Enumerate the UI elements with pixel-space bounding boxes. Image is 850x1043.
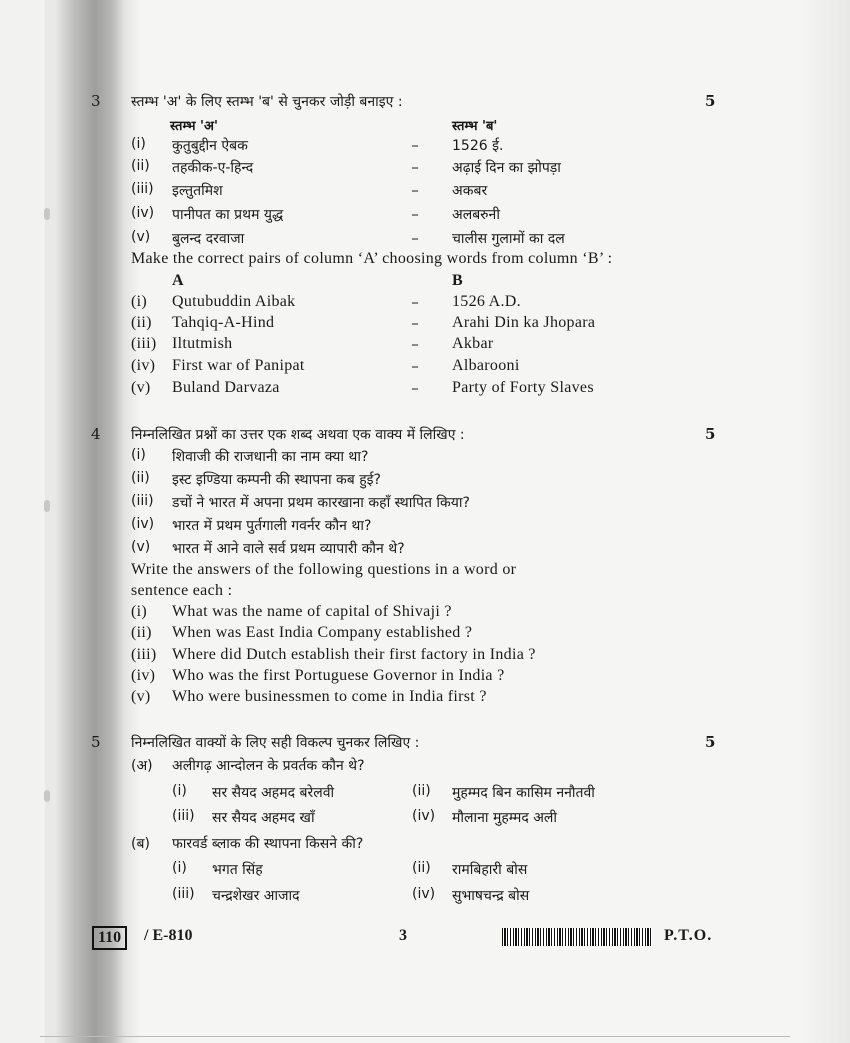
- dash: –: [411, 205, 419, 223]
- column-b-header-hindi: स्तम्भ 'ब': [452, 119, 498, 134]
- item-number: (iv): [131, 516, 155, 532]
- column-a-item: Qutubuddin Aibak: [172, 293, 296, 310]
- option-number: (ii): [412, 783, 431, 799]
- row-number: (ii): [131, 158, 150, 174]
- option-text: मुहम्मद बिन कासिम ननौतवी: [452, 785, 595, 801]
- column-b-item: अढ़ाई दिन का झोपड़ा: [452, 160, 561, 176]
- column-a-item: बुलन्द दरवाजा: [172, 231, 245, 247]
- question-marks: 5: [705, 733, 716, 751]
- question-number: 3: [91, 92, 101, 110]
- dash: –: [411, 229, 419, 247]
- item-text: Where did Dutch establish their first factory in India ?: [172, 646, 536, 663]
- page-footer: [92, 926, 730, 950]
- column-a-item: First war of Panipat: [172, 357, 305, 374]
- option-text: रामबिहारी बोस: [452, 862, 528, 878]
- item-number: (iv): [131, 667, 156, 684]
- dash: –: [411, 181, 419, 199]
- item-text: What was the name of capital of Shivaji ?: [172, 603, 452, 620]
- column-b-item: अलबरुनी: [452, 207, 500, 223]
- row-number: (iii): [131, 335, 157, 352]
- item-text: भारत में प्रथम पुर्तगाली गवर्नर कौन था?: [172, 518, 372, 534]
- row-number: (iv): [131, 357, 156, 374]
- item-number: (ii): [131, 470, 150, 486]
- row-number: (v): [131, 379, 151, 396]
- binding-hole: [44, 208, 50, 220]
- dash: –: [411, 293, 419, 311]
- option-text: भगत सिंह: [212, 862, 263, 878]
- column-a-item: पानीपत का प्रथम युद्ध: [172, 207, 284, 223]
- barcode-icon: [502, 928, 652, 946]
- option-number: (i): [172, 783, 187, 799]
- item-number: (i): [131, 603, 148, 620]
- sub-question-label: (अ): [131, 758, 153, 774]
- dash: –: [411, 158, 419, 176]
- row-number: (ii): [131, 314, 152, 331]
- row-number: (iv): [131, 205, 155, 221]
- column-b-item: अकबर: [452, 183, 488, 199]
- question-number: 5: [91, 733, 101, 751]
- column-a-item: Buland Darvaza: [172, 379, 280, 396]
- column-b-item: Akbar: [452, 335, 494, 352]
- item-number: (v): [131, 539, 151, 555]
- dash: –: [411, 136, 419, 154]
- option-number: (iv): [412, 808, 436, 824]
- dash: –: [411, 335, 419, 353]
- paper-code: / E-810: [144, 927, 193, 944]
- dash: –: [411, 314, 419, 332]
- page-edge: [40, 1036, 790, 1037]
- option-text: चन्द्रशेखर आजाद: [212, 888, 300, 904]
- item-number: (i): [131, 447, 146, 463]
- row-number: (i): [131, 293, 148, 310]
- column-b-item: Party of Forty Slaves: [452, 379, 594, 396]
- column-a-item: कुतुबुद्दीन ऐबक: [172, 138, 248, 154]
- item-number: (ii): [131, 624, 152, 641]
- binding-hole: [44, 790, 50, 802]
- sub-question-text: अलीगढ़ आन्दोलन के प्रवर्तक कौन थे?: [172, 758, 365, 774]
- option-number: (iii): [172, 886, 195, 902]
- question-marks: 5: [705, 425, 716, 443]
- column-a-item: Iltutmish: [172, 335, 233, 352]
- item-text: इस्ट इण्डिया कम्पनी की स्थापना कब हुई?: [172, 472, 381, 488]
- column-a-header: A: [172, 272, 184, 289]
- item-text: भारत में आने वाले सर्व प्रथम व्यापारी कौन थे?: [172, 541, 405, 557]
- column-b-item: Arahi Din ka Jhopara: [452, 314, 596, 331]
- item-number: (v): [131, 688, 151, 705]
- column-b-item: Albarooni: [452, 357, 520, 374]
- column-b-item: 1526 ई.: [452, 138, 504, 154]
- column-a-item: इल्तुतमिश: [172, 183, 223, 199]
- column-a-item: तहकीक-ए-हिन्द: [172, 160, 254, 176]
- question-title-english: Make the correct pairs of column ‘A’ choosing words from column ‘B’ :: [131, 250, 613, 267]
- question-title-hindi: स्तम्भ 'अ' के लिए स्तम्भ 'ब' से चुनकर जोड़ी बनाइए :: [131, 94, 403, 110]
- question-title-english-cont: sentence each :: [131, 582, 233, 599]
- column-b-item: 1526 A.D.: [452, 293, 521, 310]
- question-title-english: Write the answers of the following questions in a word or: [131, 561, 517, 578]
- option-number: (iv): [412, 886, 436, 902]
- item-number: (iii): [131, 646, 157, 663]
- item-text: शिवाजी की राजधानी का नाम क्या था?: [172, 449, 369, 465]
- question-number: 4: [91, 425, 101, 443]
- row-number: (i): [131, 136, 146, 152]
- question-title-hindi: निम्नलिखित प्रश्नों का उत्तर एक शब्द अथवा एक वाक्य में लिखिए :: [131, 427, 465, 443]
- question-title-hindi: निम्नलिखित वाक्यों के लिए सही विकल्प चुनकर लिखिए :: [131, 735, 420, 751]
- column-a-header-hindi: स्तम्भ 'अ': [170, 119, 218, 134]
- row-number: (v): [131, 229, 151, 245]
- option-number: (i): [172, 860, 187, 876]
- page-margin: [0, 0, 45, 1043]
- row-number: (iii): [131, 181, 154, 197]
- item-text: Who were businessmen to come in India first ?: [172, 688, 487, 705]
- option-text: सुभाषचन्द्र बोस: [452, 888, 530, 904]
- dash: –: [411, 357, 419, 375]
- pto-label: P.T.O.: [664, 927, 713, 944]
- option-number: (iii): [172, 808, 195, 824]
- page-number: 3: [399, 927, 407, 944]
- column-b-header: B: [452, 272, 463, 289]
- option-text: मौलाना मुहम्मद अली: [452, 810, 558, 826]
- column-b-item: चालीस गुलामों का दल: [452, 231, 565, 247]
- sub-question-text: फारवर्ड ब्लाक की स्थापना किसने की?: [172, 836, 364, 852]
- option-text: सर सैयद अहमद बरेलवी: [212, 785, 335, 801]
- question-marks: 5: [705, 92, 716, 110]
- dash: –: [411, 379, 419, 397]
- sub-question-label: (ब): [131, 836, 150, 852]
- item-text: Who was the first Portuguese Governor in India ?: [172, 667, 505, 684]
- binding-hole: [44, 500, 50, 512]
- column-a-item: Tahqiq-A-Hind: [172, 314, 275, 331]
- page-code-box: 110: [92, 926, 127, 950]
- option-number: (ii): [412, 860, 431, 876]
- item-number: (iii): [131, 493, 154, 509]
- item-text: When was East India Company established ?: [172, 624, 473, 641]
- option-text: सर सैयद अहमद खाँ: [212, 810, 315, 826]
- item-text: डचों ने भारत में अपना प्रथम कारखाना कहाँ स्थापित किया?: [172, 495, 470, 511]
